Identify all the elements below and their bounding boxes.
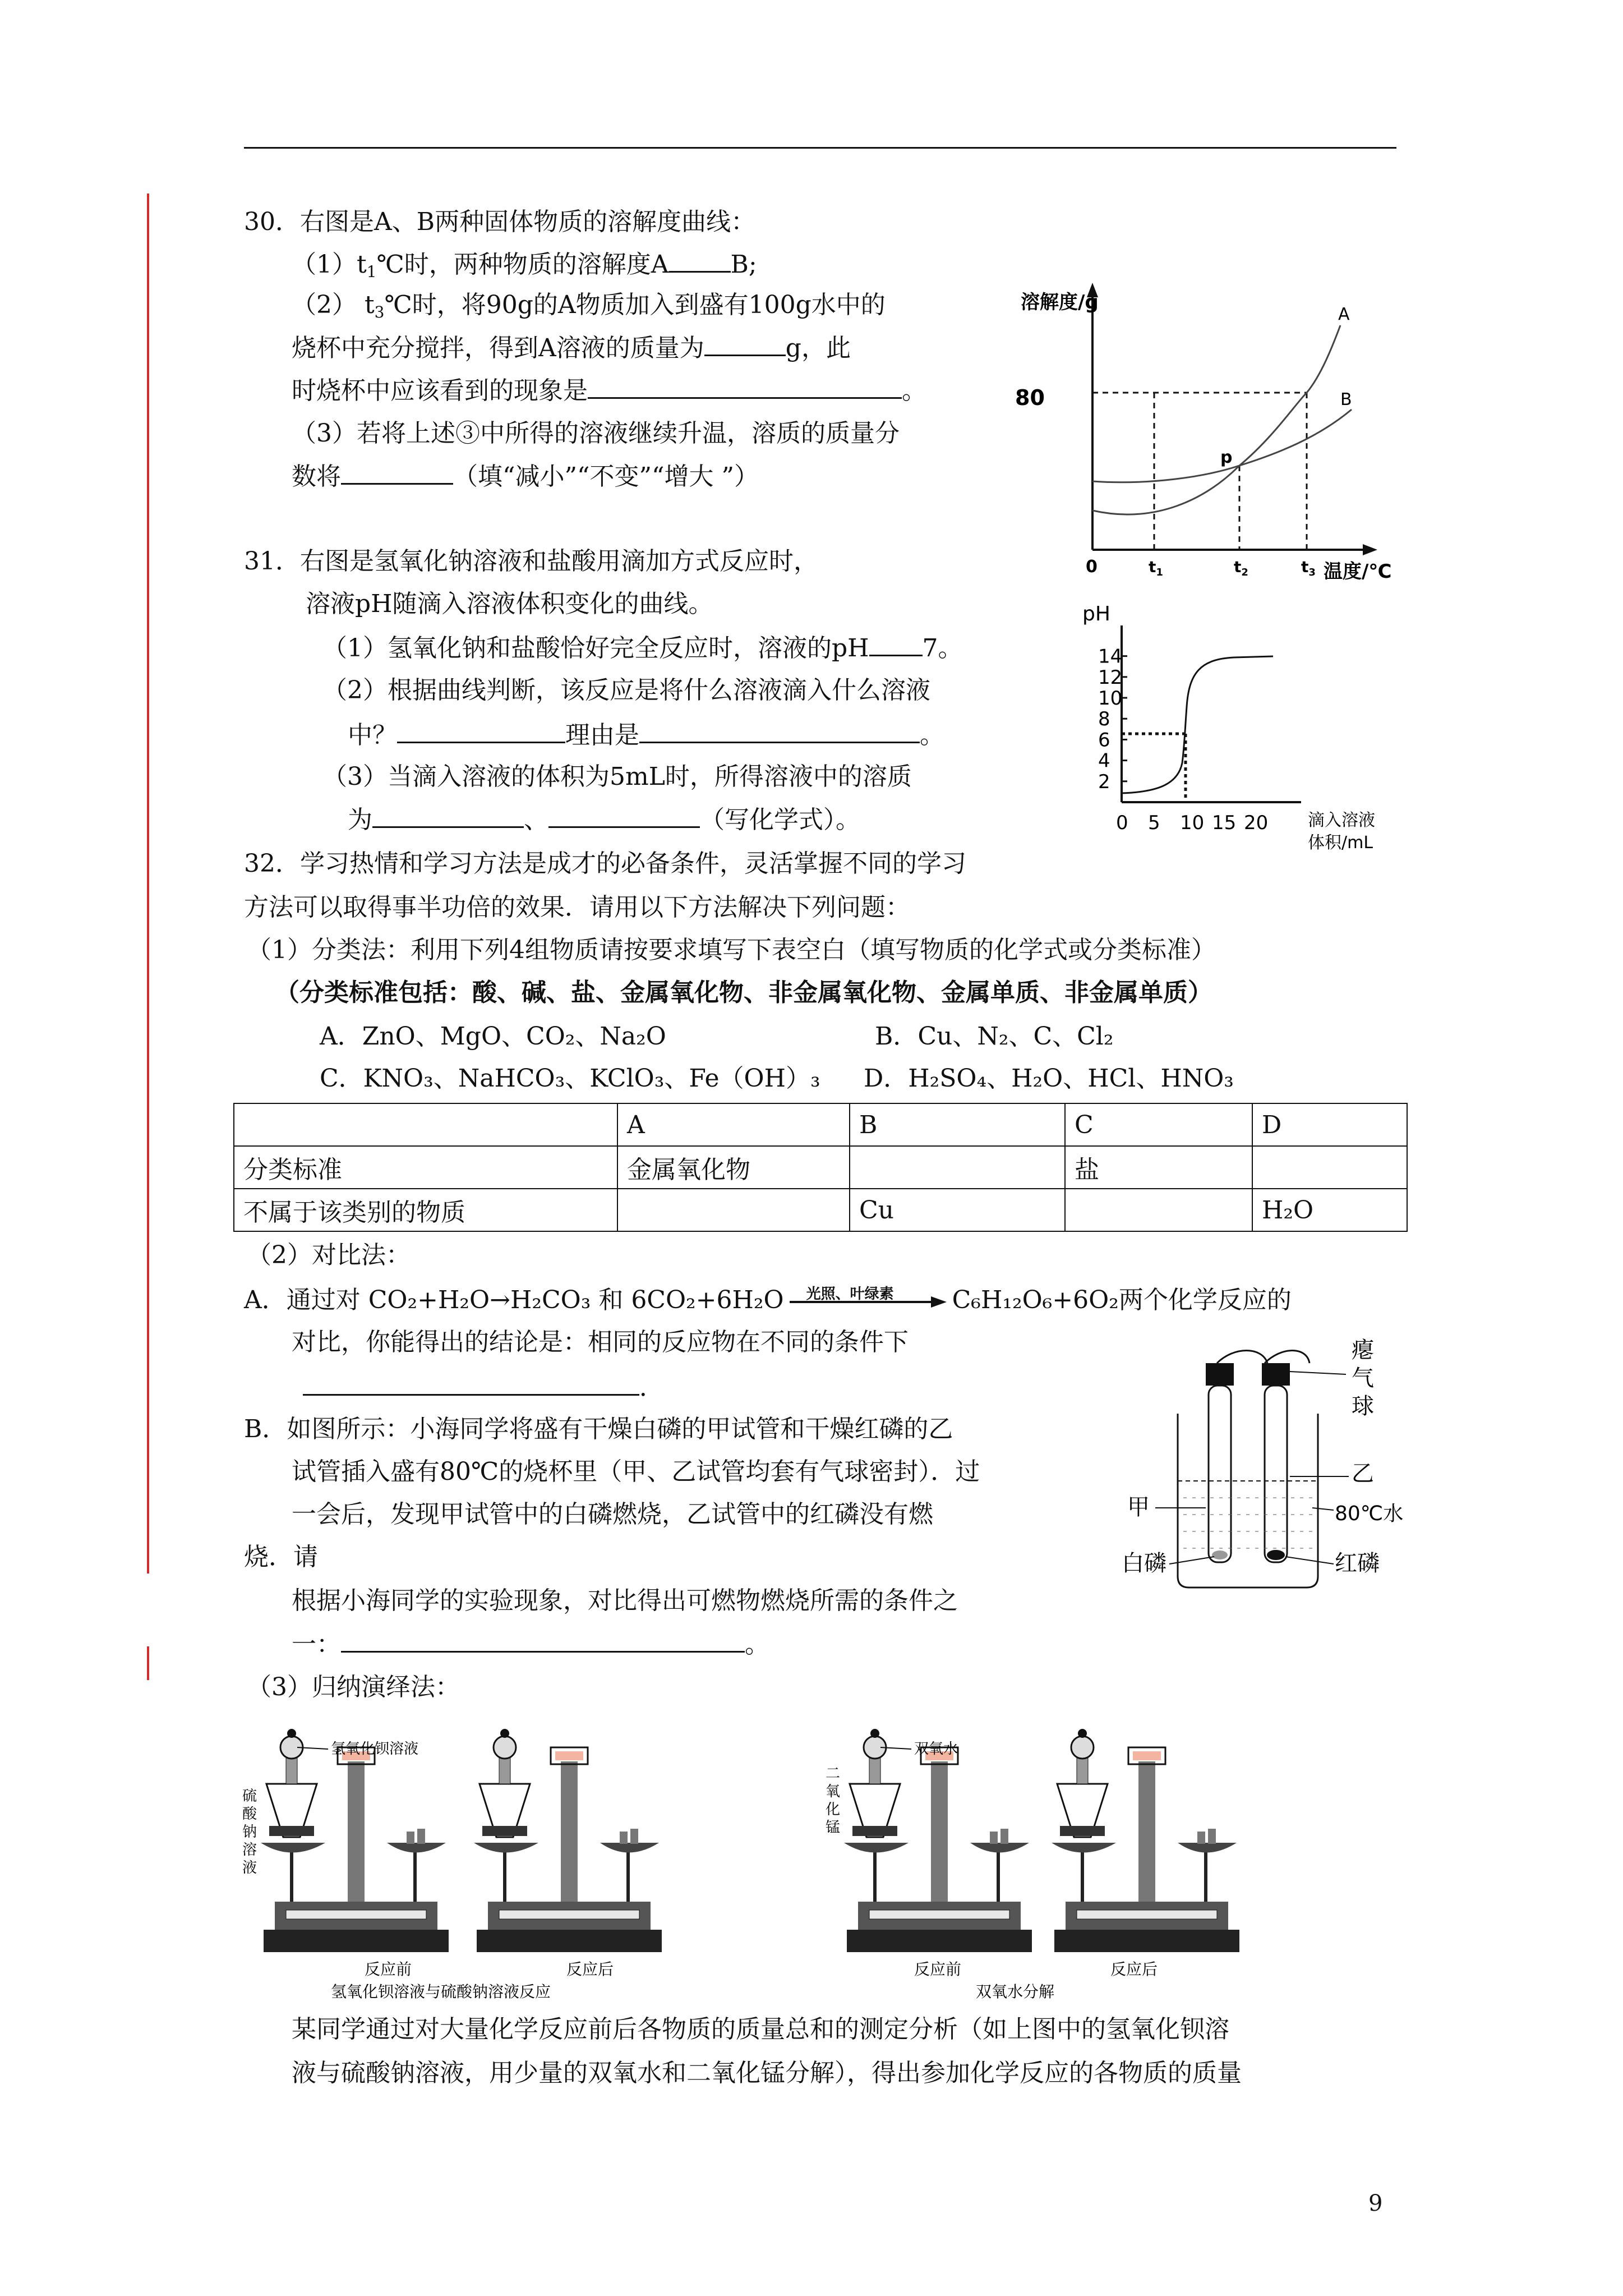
q30-part3-line2: 数将 （填“减小”“不变”“增大 ”） (292, 461, 759, 493)
ph-x-ticks (1116, 812, 1268, 834)
table-cell: B (850, 1103, 1065, 1146)
q32-method2-b: B．如图所示：小海同学将盛有干燥白磷的甲试管和干燥红磷的乙 (244, 1415, 953, 1443)
ph-x-tick-label: 10 (1180, 812, 1205, 834)
curve-b (1092, 409, 1352, 482)
balance-figures (241, 1717, 1419, 2003)
q32-method2-a-line3: ． (303, 1372, 664, 1404)
right-side-label (826, 1765, 840, 1836)
table-cell: H₂O (1252, 1189, 1407, 1231)
answer-blank[interactable] (341, 1628, 745, 1653)
answer-blank[interactable] (548, 804, 700, 828)
ph-y-tick-label: 2 (1098, 770, 1110, 793)
group-a: A．ZnO、MgO、CO₂、Na₂O (320, 1022, 666, 1051)
left-reagent-label: 氢氧化钡溶液 (331, 1741, 419, 1757)
table-cell: 金属氧化物 (617, 1146, 850, 1189)
curve-a-label: A (1338, 305, 1350, 324)
answer-blank[interactable] (397, 719, 565, 743)
ph-x-tick-label: 0 (1116, 812, 1128, 834)
red-p-label: 红磷 (1335, 1550, 1380, 1576)
table-cell: 分类标准 (234, 1146, 617, 1189)
q30-title: 30．右图是A、B两种固体物质的溶解度曲线： (244, 208, 756, 236)
white-p-label: 白磷 (1122, 1550, 1166, 1576)
ph-y-tick-label: 14 (1098, 645, 1123, 668)
ph-x-label-2: 体积/mL (1308, 833, 1373, 853)
q30-part1: $(1)t_1℃$时，两种物质的溶解度A B; (292, 249, 757, 280)
ph-x-tick-label: 5 (1148, 812, 1160, 834)
side-label-char: 锰 (826, 1819, 841, 1836)
side-label-char: 溶 (242, 1842, 257, 1858)
right-after-label: 反应后 (1110, 1960, 1158, 1978)
side-label-char: 二 (826, 1765, 841, 1782)
q32-method2-b-line3: 一会后，发现甲试管中的白磷燃烧，乙试管中的红磷没有燃 (292, 1500, 933, 1529)
ph-curve (1122, 656, 1273, 793)
q31-part2-line2: 中？ 理由是 。 (348, 719, 944, 751)
group-b: B．Cu、N₂、C、Cl₂ (875, 1022, 1114, 1051)
answer-blank[interactable] (303, 1372, 639, 1396)
y-mark-80: 80 (1015, 385, 1045, 410)
balloon-jia (1217, 1351, 1267, 1364)
group-d: D．H₂SO₄、H₂O、HCl、HNO₃ (864, 1064, 1234, 1093)
tube-yi (1265, 1386, 1287, 1562)
curve-b-label: B (1340, 390, 1352, 409)
balloon-label-1: 瘪 (1352, 1337, 1374, 1363)
side-label-char: 钠 (242, 1824, 257, 1841)
answer-blank[interactable] (669, 249, 731, 273)
ph-x-label-1: 滴入溶液 (1308, 811, 1375, 830)
t3-label: $t_3$ (1301, 558, 1316, 578)
tube-jia (1209, 1386, 1231, 1562)
x-arrow (1363, 544, 1377, 555)
table-cell[interactable] (1252, 1146, 1407, 1189)
left-after-label: 反应后 (566, 1960, 614, 1978)
answer-blank[interactable] (869, 632, 923, 656)
balance-left-after (474, 1729, 662, 1952)
q32-line1: 32．学习热情和学习方法是成才的必备条件，灵活掌握不同的学习 (244, 849, 966, 878)
side-label-char: 酸 (242, 1806, 257, 1823)
ph-x-tick-label: 20 (1244, 812, 1269, 834)
table-cell: Cu (850, 1189, 1065, 1231)
table-row (234, 1146, 1407, 1189)
beaker (1178, 1414, 1318, 1588)
ph-x-tick-label: 15 (1212, 812, 1237, 834)
tube-yi-label: 乙 (1352, 1461, 1374, 1487)
origin-label: 0 (1086, 557, 1098, 577)
q32-method2-b-line2: 试管插入盛有80℃的烧杯里（甲、乙试管均套有气球密封）．过 (292, 1457, 980, 1486)
q32-method2-a-line2: 对比，你能得出的结论是：相同的反应物在不同的条件下 (292, 1328, 909, 1356)
ph-y-tick-label: 4 (1098, 749, 1110, 772)
ph-y-tick-label: 6 (1098, 729, 1110, 752)
q31-part3-line2: 为 、 （写化学式）。 (348, 804, 860, 836)
y-label: 溶解度/g (1021, 291, 1099, 314)
side-label-char: 硫 (242, 1788, 257, 1805)
table-cell[interactable] (1065, 1189, 1252, 1231)
balance-right-before (844, 1729, 1032, 1952)
table-cell: D (1252, 1103, 1407, 1146)
classification-table (233, 1103, 1408, 1232)
balance-left-before (261, 1729, 449, 1952)
left-before-label: 反应前 (365, 1960, 412, 1978)
q30-part2: （2） $t_3℃$时，将90g的A物质加入到盛有100g水中的 (292, 291, 886, 321)
curve-a (1092, 325, 1340, 514)
q31-line2: 溶液pH随滴入溶液体积变化的曲线。 (306, 590, 713, 618)
q31-part2: （2）根据曲线判断，该反应是将什么溶液滴入什么溶液 (322, 676, 930, 705)
balloon-label-3: 球 (1352, 1393, 1374, 1419)
q31-part1: （1）氢氧化钠和盐酸恰好完全反应时，溶液的pH 7。 (322, 632, 963, 664)
t2-label: $t_2$ (1234, 558, 1248, 578)
q30-part2-line3: 时烧杯中应该看到的现象是 。 (292, 375, 926, 407)
table-row (234, 1189, 1407, 1231)
q30-part2-line2: 烧杯中充分搅拌，得到A溶液的质量为 g，此 (292, 332, 851, 364)
point-p-label: p (1220, 448, 1233, 467)
margin-bar (147, 194, 149, 1573)
q32-method3: （3）归纳演绎法： (247, 1673, 460, 1701)
q32-method2-b-line5: 根据小海同学的实验现象，对比得出可燃物燃烧所需的条件之 (292, 1586, 958, 1615)
q32-method1: （1）分类法：利用下列4组物质请按要求填写下表空白（填写物质的化学式或分类标准） (247, 936, 1216, 964)
q32-line2: 方法可以取得事半功倍的效果．请用以下方法解决下列问题： (244, 893, 910, 922)
balloon-yi (1265, 1351, 1310, 1364)
left-side-label (242, 1788, 257, 1876)
table-cell: A (617, 1103, 850, 1146)
q32-conclusion-line2: 液与硫酸钠溶液，用少量的双氧水和二氧化锰分解），得出参加化学反应的各物质的质量 (292, 2059, 1242, 2087)
ph-y-ticks (1098, 646, 1127, 793)
solubility-chart (1015, 275, 1408, 589)
page-number: 9 (1368, 2191, 1383, 2216)
right-before-label: 反应前 (914, 1960, 962, 1978)
q32-conclusion-line1: 某同学通过对大量化学反应前后各物质的质量总和的测定分析（如上图中的氢氧化钡溶 (292, 2015, 1229, 2044)
q32-method2-a: A．通过对 CO₂+H₂O→H₂CO₃ 和 6CO₂+6H₂O 光照、叶绿素 C₆H₁₂O₆+6O₂两个化学反应的 (244, 1285, 1292, 1314)
ph-y-label: pH (1082, 602, 1110, 625)
white-phosphorus (1212, 1550, 1228, 1559)
q32-method2-b-line4: 烧．请 (244, 1543, 318, 1571)
ph-y-tick-label: 10 (1098, 687, 1123, 710)
q31-part3: （3）当滴入溶液的体积为5mL时，所得溶液中的溶质 (322, 762, 912, 791)
answer-blank[interactable] (341, 461, 453, 485)
right-reagent-label: 双氧水 (914, 1741, 958, 1757)
table-cell: 盐 (1065, 1146, 1252, 1189)
q30-part3: （3）若将上述③中所得的溶液继续升温，溶质的质量分 (292, 419, 900, 448)
water-label: 80℃水 (1335, 1502, 1404, 1525)
left-caption: 氢氧化钡溶液与硫酸钠溶液反应 (331, 1982, 551, 2001)
side-label-char: 液 (242, 1860, 257, 1876)
header-rule (244, 147, 1396, 149)
q32-method2-b-line6: 一： 。 (292, 1628, 769, 1660)
answer-blank[interactable] (588, 375, 902, 399)
q32-method2: （2）对比法： (247, 1241, 411, 1269)
q31-line1: 31．右图是氢氧化钠溶液和盐酸用滴加方式反应时， (244, 547, 818, 576)
answer-blank[interactable] (704, 332, 786, 356)
ph-y-tick-label: 8 (1098, 708, 1110, 731)
table-header-row (234, 1103, 1407, 1146)
side-label-char: 氧 (826, 1783, 841, 1800)
ph-chart (1066, 595, 1424, 881)
table-cell: C (1065, 1103, 1252, 1146)
ph-y-tick-label: 12 (1098, 666, 1123, 689)
right-caption: 双氧水分解 (976, 1982, 1055, 2001)
phosphorus-beaker-figure (1122, 1329, 1413, 1599)
margin-bar-lower (147, 1646, 149, 1680)
table-cell (234, 1103, 617, 1146)
tube-jia-label: 甲 (1127, 1494, 1150, 1520)
table-cell: 不属于该类别的物质 (234, 1189, 617, 1231)
stopper-yi (1262, 1363, 1290, 1386)
q32-method1-note: （分类标准包括：酸、碱、盐、金属氧化物、非金属氧化物、金属单质、非金属单质） (275, 978, 1212, 1007)
balance-right-after (1052, 1729, 1239, 1952)
x-label: 温度/℃ (1324, 560, 1392, 583)
side-label-char: 化 (826, 1801, 841, 1818)
answer-blank[interactable] (372, 804, 524, 828)
t1-label: $t_1$ (1149, 558, 1163, 578)
red-phosphorus (1267, 1550, 1285, 1560)
table-cell[interactable] (850, 1146, 1065, 1189)
reaction-arrow: 光照、叶绿素 (784, 1291, 952, 1313)
group-c: C．KNO₃、NaHCO₃、KClO₃、Fe（OH）₃ (320, 1064, 820, 1093)
stopper-jia (1206, 1363, 1234, 1386)
table-cell[interactable] (617, 1189, 850, 1231)
balloon-label-2: 气 (1352, 1365, 1374, 1391)
answer-blank[interactable] (639, 719, 920, 743)
